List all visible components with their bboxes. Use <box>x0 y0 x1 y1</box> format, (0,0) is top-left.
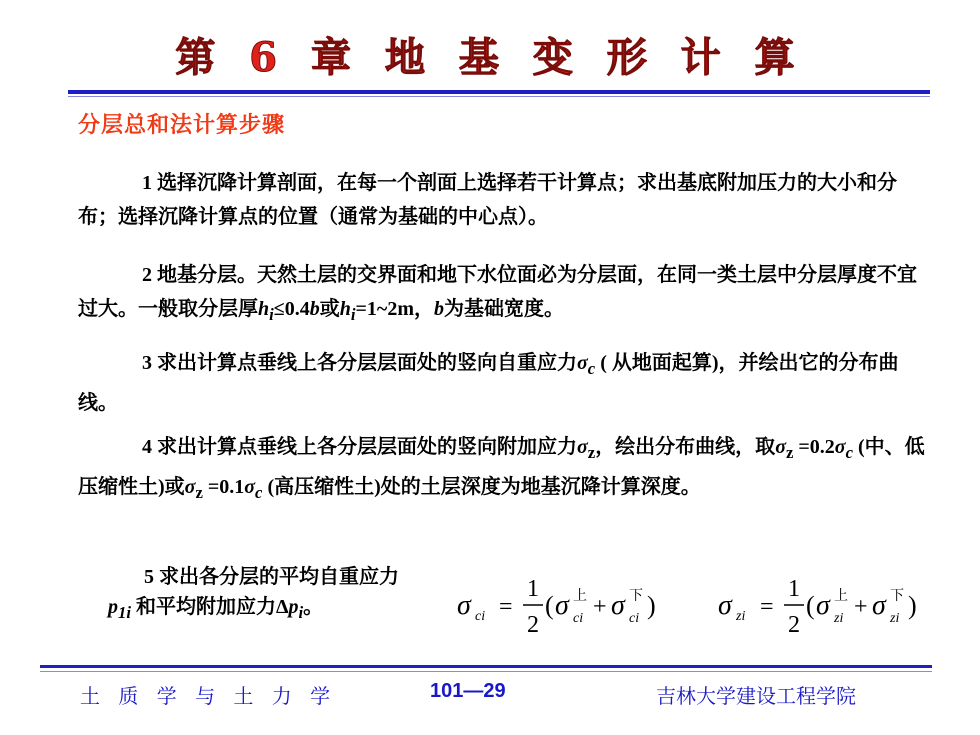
svg-text:1: 1 <box>788 576 800 602</box>
svg-text:下: 下 <box>890 588 904 604</box>
svg-text:zi: zi <box>890 611 900 626</box>
svg-text:下: 下 <box>629 588 643 604</box>
svg-text:zi: zi <box>736 609 746 624</box>
svg-text:σ: σ <box>718 590 732 621</box>
svg-text:1: 1 <box>527 576 539 602</box>
step-4: 4 求出计算点垂线上各分层层面处的竖向附加应力$\sigma_z$，绘出分布曲线，取$\sigma_z =0.2\sigma_c$ (中、低压缩性土)或$\sigma_z =0.1\sigma_c$ (高压缩性土)处的土层深度为地基沉降计算深度。 <box>78 436 925 502</box>
svg-text:): ) <box>908 591 917 620</box>
svg-text:上: 上 <box>573 588 587 604</box>
footer-page-number: 101—29 <box>430 680 506 702</box>
svg-text:ci: ci <box>629 611 640 626</box>
svg-text:2: 2 <box>788 612 800 636</box>
svg-text:=: = <box>499 594 513 620</box>
svg-text:σ: σ <box>555 590 569 621</box>
step-1: 1 选择沉降计算剖面，在每一个剖面上选择若干计算点；求出基底附加压力的大小和分布；选择沉降计算点的位置（通常为基础的中心点）。 <box>78 172 897 228</box>
svg-text:上: 上 <box>834 588 848 604</box>
step-3: 3 求出计算点垂线上各分层层面处的竖向自重应力$\sigma_c$ ( 从地面起算)，并绘出它的分布曲线。 <box>78 352 899 414</box>
svg-text:=: = <box>760 594 774 620</box>
sigma-symbol: σ <box>457 590 471 621</box>
svg-text:): ) <box>647 591 656 620</box>
svg-text:+: + <box>854 594 868 620</box>
svg-text:σ: σ <box>816 590 830 621</box>
formula-sigma-ci <box>455 570 675 636</box>
footer-school: 吉林大学建设工程学院 <box>656 684 856 708</box>
footer-rule-thin <box>40 671 932 672</box>
svg-text:σ: σ <box>872 590 886 621</box>
svg-text:zi: zi <box>834 611 844 626</box>
section-subtitle: 分层总和法计算步骤 <box>78 112 286 138</box>
step-5: 5 求出各分层的平均自重应力 $p_{1i}$ 和平均附加应力$\Delta p_i$。 <box>108 566 399 622</box>
title-rule <box>68 90 930 94</box>
svg-text:2: 2 <box>527 612 539 636</box>
svg-text:ci: ci <box>573 611 584 626</box>
svg-text:ci: ci <box>475 609 486 624</box>
svg-text:+: + <box>593 594 607 620</box>
formula-sigma-zi <box>716 570 936 636</box>
footer-course: 土 质 学 与 土 力 学 <box>80 684 337 708</box>
svg-text:(: ( <box>545 591 554 620</box>
svg-text:(: ( <box>806 591 815 620</box>
footer-rule <box>40 665 932 668</box>
title-rule-thin <box>68 96 930 97</box>
page-title: 第 6 章 地 基 变 形 计 算 <box>175 34 805 81</box>
svg-text:σ: σ <box>611 590 625 621</box>
step-2: 2 地基分层。天然土层的交界面和地下水位面必为分层面，在同一类土层中分层厚度不宜过大。一般取分层厚$h_i\le 0.4b$或$h_i=1\sim 2m$，b为基础宽度。 <box>78 264 917 324</box>
